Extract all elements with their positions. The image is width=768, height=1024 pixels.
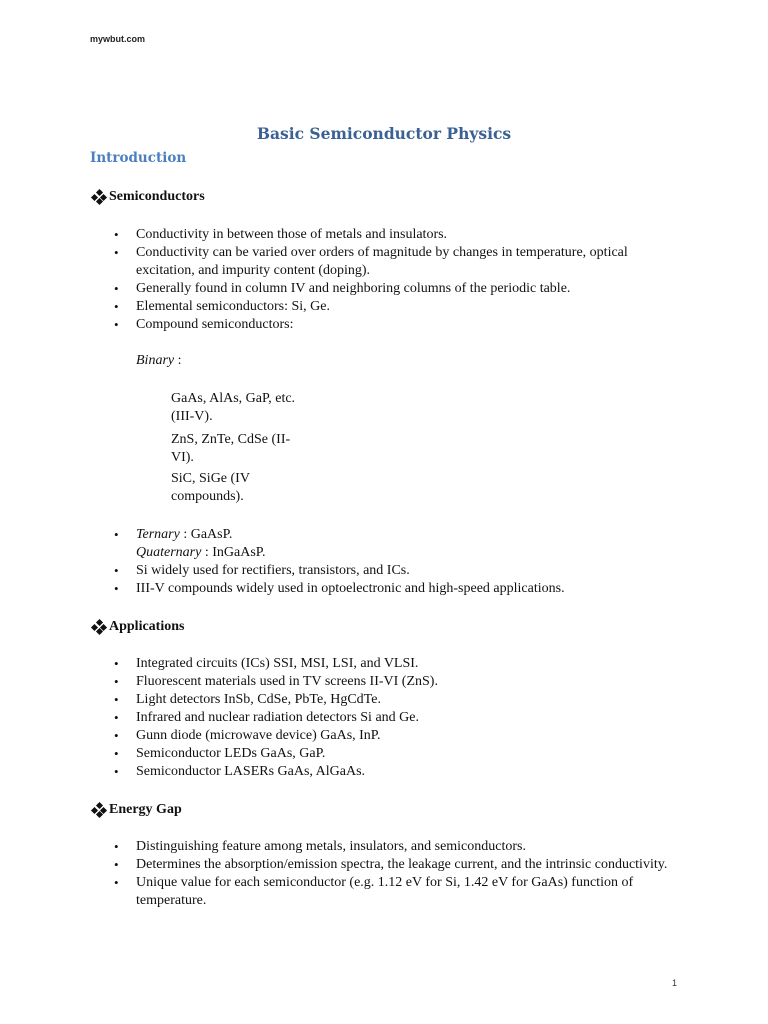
list-item: • III-V compounds widely used in optoelectronic and high-speed applications. [114, 580, 674, 598]
binary-item: GaAs, AlAs, GaP, etc. (III-V). [171, 391, 296, 424]
semiconductors-heading [92, 189, 205, 205]
diamond-bullet-icon [92, 803, 106, 817]
list-item: • Infrared and nuclear radiation detectors Si and Ge. [114, 709, 674, 727]
page-number: 1 [672, 978, 678, 988]
page-title: Basic Semiconductor Physics [256, 124, 512, 143]
section-title: Energy Gap [109, 802, 182, 817]
diamond-bullet-icon [92, 620, 106, 634]
list-item: • Integrated circuits (ICs) SSI, MSI, LSI, and VLSI. [114, 655, 674, 673]
list-item: • Compound semiconductors: [114, 316, 674, 334]
diamond-bullet-icon [92, 190, 106, 204]
list-item: • Semiconductor LEDs GaAs, GaP. [114, 745, 674, 763]
list-item: • Distinguishing feature among metals, insulators, and semiconductors. [114, 838, 674, 856]
energy-gap-heading [92, 802, 182, 818]
semiconductors-list-continued [114, 526, 674, 598]
introduction-heading: Introduction [90, 150, 187, 166]
list-item: • Generally found in column IV and neighboring columns of the periodic table. [114, 280, 674, 298]
binary-colon: : [174, 353, 182, 368]
ternary-value: : GaAsP. [179, 527, 233, 542]
binary-label-line [136, 352, 182, 370]
section-title: Semiconductors [109, 189, 205, 204]
ternary-label: Ternary [136, 527, 180, 542]
list-item: • Conductivity can be varied over orders of magnitude by changes in temperature, optical excitation, and impurity content (doping). [114, 244, 674, 280]
quaternary-label: Quaternary [136, 545, 202, 560]
list-item: • Fluorescent materials used in TV screens II-VI (ZnS). [114, 673, 674, 691]
semiconductors-list [114, 226, 674, 334]
applications-list [114, 655, 674, 781]
quaternary-value: : InGaAsP. [201, 545, 266, 560]
list-item: • Elemental semiconductors: Si, Ge. [114, 298, 674, 316]
section-title: Applications [109, 619, 185, 634]
list-item: • Si widely used for rectifiers, transistors, and ICs. [114, 562, 674, 580]
binary-label: Binary [136, 353, 175, 368]
list-item: • Determines the absorption/emission spectra, the leakage current, and the intrinsic conductivity. [114, 856, 674, 874]
list-item: • Semiconductor LASERs GaAs, AlGaAs. [114, 763, 674, 781]
site-name: mywbut.com [90, 34, 146, 44]
list-item: • Gunn diode (microwave device) GaAs, InP. [114, 727, 674, 745]
energy-gap-list [114, 838, 674, 910]
binary-item: ZnS, ZnTe, CdSe (II-VI). [171, 432, 291, 465]
list-item: • Unique value for each semiconductor (e.g. 1.12 eV for Si, 1.42 eV for GaAs) function of temperature. [114, 874, 674, 910]
list-item: • Conductivity in between those of metals and insulators. [114, 226, 674, 244]
list-item: • Light detectors InSb, CdSe, PbTe, HgCdTe. [114, 691, 674, 709]
binary-item: SiC, SiGe (IV compounds). [171, 471, 250, 504]
list-item [114, 526, 674, 562]
applications-heading [92, 619, 184, 635]
